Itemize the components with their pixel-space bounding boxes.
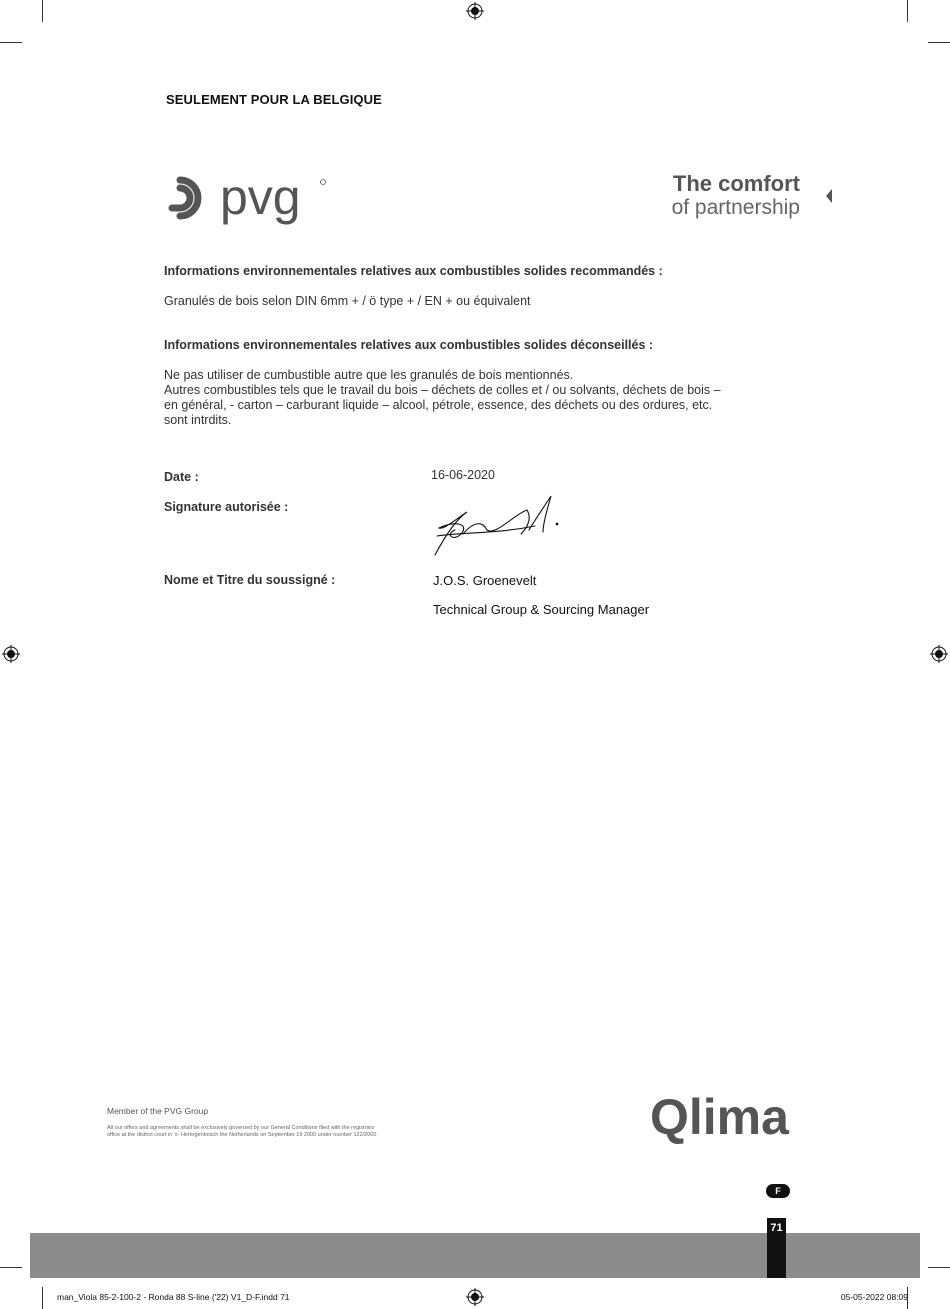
print-slug-file: man_Viola 85-2-100-2 - Ronda 88 S-line ('22) V1_D-F.indd 71	[57, 1292, 290, 1302]
pvg-logo-text: pvg	[220, 170, 301, 225]
pvg-logo	[160, 170, 330, 232]
qlima-logo-text: Qlima	[650, 1089, 789, 1144]
name-title-label: Nome et Titre du soussigné :	[164, 573, 336, 587]
date-label: Date :	[164, 470, 199, 484]
signature-label: Signature autorisée :	[164, 500, 289, 514]
crop-mark	[42, 0, 43, 22]
page-number-tab: 71	[767, 1218, 786, 1278]
region-note: SEULEMENT POUR LA BELGIQUE	[166, 92, 382, 107]
crop-mark	[0, 1267, 22, 1268]
signatory-title: Technical Group & Sourcing Manager	[433, 602, 650, 617]
tagline	[672, 172, 800, 220]
footer-band	[30, 1233, 920, 1278]
tagline-line-1: The comfort	[672, 171, 800, 196]
date-value: 16-06-2020	[431, 468, 495, 482]
crop-mark	[0, 42, 22, 43]
discouraged-line: Ne pas utiliser de cumbustible autre que les granulés de bois mentionnés.	[164, 368, 574, 382]
discouraged-line: sont intrdits.	[164, 413, 232, 427]
tagline-line-2: of partnership	[671, 196, 800, 219]
discouraged-line: Autres combustibles tels que le travail du bois – déchets de colles et / ou solvants, déchets de bois –	[164, 383, 721, 397]
signature-image	[425, 490, 565, 560]
legal-line: office at the district court in 's- Hertogenbosch the Netherlands on September 19 2000 under number 122/2000	[107, 1132, 377, 1138]
legal-note	[107, 1125, 447, 1139]
crop-mark	[42, 1287, 43, 1309]
recommended-heading: Informations environnementales relatives aux combustibles solides recommandés :	[164, 264, 663, 278]
legal-line: All our offers and agreements shall be exclusively governed by our General Conditions filed with the registrars	[107, 1125, 375, 1131]
registration-mark-icon	[466, 2, 484, 20]
member-note: Member of the PVG Group	[107, 1106, 209, 1116]
tagline-arrow-icon	[826, 189, 832, 203]
discouraged-line: en général, - carton – carburant liquide – alcool, pétrole, essence, des déchets ou des ordures, etc.	[164, 398, 713, 412]
recommended-text: Granulés de bois selon DIN 6mm + / ö type + / EN + ou équivalent	[164, 294, 531, 308]
qlima-logo	[650, 1088, 790, 1144]
crop-mark	[928, 1267, 950, 1268]
discouraged-text	[164, 368, 764, 428]
registration-mark-icon	[930, 645, 948, 663]
crop-mark	[907, 0, 908, 22]
registration-mark-icon	[466, 1288, 484, 1306]
language-badge: F	[766, 1184, 790, 1198]
registration-mark-icon	[2, 645, 20, 663]
crop-mark	[928, 42, 950, 43]
signatory-name: J.O.S. Groenevelt	[433, 573, 537, 588]
discouraged-heading: Informations environnementales relatives aux combustibles solides déconseillés :	[164, 338, 654, 352]
print-slug-datetime: 05-05-2022 08:09	[840, 1292, 908, 1302]
